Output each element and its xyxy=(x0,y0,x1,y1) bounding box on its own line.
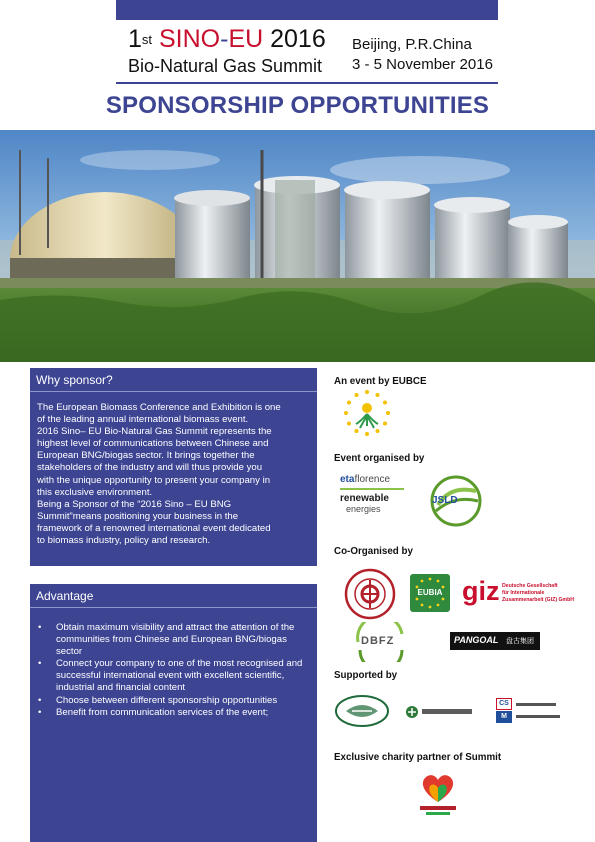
advantage-item: • Choose between different sponsorship opportunities xyxy=(36,695,309,707)
advantage-item: • Benefit from communication services of the event; xyxy=(36,707,309,719)
edition-number: 1 xyxy=(128,25,142,53)
advantage-title: Advantage xyxy=(30,584,317,608)
giz-text: giz xyxy=(462,576,500,606)
giz-fullname xyxy=(502,583,574,604)
eta-rule xyxy=(340,488,404,490)
pangoal-cn-text: 盘古集团 xyxy=(506,638,534,645)
eubia-logo xyxy=(410,574,450,612)
giz-line: für Internationale xyxy=(502,590,545,596)
eta-line xyxy=(340,474,412,486)
co-organised-by-label: Co-Organised by xyxy=(334,546,413,557)
pangoal-text: PANGOAL xyxy=(454,635,499,645)
m-text: M xyxy=(496,711,512,723)
charity-heart-logo xyxy=(418,770,458,821)
summit-title-line xyxy=(128,25,338,53)
florence-text: florence xyxy=(354,474,391,485)
eta-florence-logo xyxy=(340,474,412,524)
cs-text: CS xyxy=(496,698,512,710)
organised-by-label: Event organised by xyxy=(334,453,425,464)
title-dash: - xyxy=(220,25,229,53)
header-top-bar xyxy=(116,0,498,20)
energies-text: energies xyxy=(346,504,381,514)
advantage-panel xyxy=(30,584,317,842)
eta-text: eta xyxy=(340,474,355,485)
giz-line: Zusammenarbeit (GIZ) GmbH xyxy=(502,597,575,603)
why-sponsor-body xyxy=(30,392,317,547)
pangoal-logo xyxy=(450,632,540,650)
advantage-list xyxy=(30,608,317,719)
charity-label: Exclusive charity partner of Summit xyxy=(334,752,502,763)
event-dates: 3 - 5 November 2016 xyxy=(352,56,493,73)
summit-subtitle: Bio-Natural Gas Summit xyxy=(128,56,323,76)
year-text: 2016 xyxy=(270,25,326,53)
why-line: of the leading annual international biomass event. xyxy=(37,414,249,426)
biogas-plant-photo xyxy=(0,130,595,362)
giz-line: Deutsche Gesellschaft xyxy=(502,583,558,589)
summit-title xyxy=(128,25,338,77)
giz-logo xyxy=(462,578,582,612)
why-sponsor-panel xyxy=(30,368,317,566)
advantage-item: • Obtain maximum visibility and attract the attention of the communities from Chinese and European BNG/biogas sector xyxy=(36,622,309,658)
why-line: The European Biomass Conference and Exhibition is one xyxy=(37,402,281,413)
supporter-association-logo xyxy=(404,703,476,726)
why-line: to biomass industry, policy and research. xyxy=(37,535,211,547)
why-line: 2016 Sino– EU Bio-Natural Gas Summit represents the xyxy=(37,426,272,438)
page-headline: SPONSORSHIP OPPORTUNITIES xyxy=(105,92,490,119)
supported-by-label: Supported by xyxy=(334,670,398,681)
sino-text: SINO xyxy=(158,25,221,53)
event-by-label: An event by EUBCE xyxy=(334,376,427,387)
supporter-oval-logo xyxy=(334,693,390,734)
dbfz-text: DBFZ xyxy=(361,635,395,647)
eubia-text: EUBIA xyxy=(417,588,443,597)
edition-suffix: st xyxy=(141,32,153,47)
dbfz-logo xyxy=(352,622,408,667)
event-location: Beijing, P.R.China xyxy=(352,36,472,53)
event-location-dates xyxy=(352,35,502,75)
eu-text: EU xyxy=(228,25,264,53)
university-seal-logo xyxy=(344,568,396,625)
why-line: with the unique opportunity to present your company in xyxy=(37,474,271,486)
why-line: framework of a renowned international event dedicated xyxy=(37,522,271,534)
renewable-text: renewable xyxy=(340,493,389,504)
why-line: European BNG/biogas sector. It brings together the xyxy=(37,450,255,462)
jsld-text: JSLD xyxy=(432,495,458,506)
advantage-item: • Connect your company to one of the most recognised and successful international event with excellent scientific, industrial and financial content xyxy=(36,658,309,694)
jsld-logo xyxy=(430,475,482,532)
why-line: Being a Sponsor of the “2016 Sino – EU BNG xyxy=(37,498,232,510)
why-line: stakeholders of the industry and will thus provide you xyxy=(37,462,263,474)
why-sponsor-title: Why sponsor? xyxy=(30,368,317,392)
eubce-logo xyxy=(342,388,392,443)
header-divider xyxy=(116,82,498,84)
why-line: this exclusive environment. xyxy=(37,486,153,498)
why-line: highest level of communications between Chinese and xyxy=(37,438,269,450)
why-line: Summit”means positioning your business in the xyxy=(37,510,239,522)
